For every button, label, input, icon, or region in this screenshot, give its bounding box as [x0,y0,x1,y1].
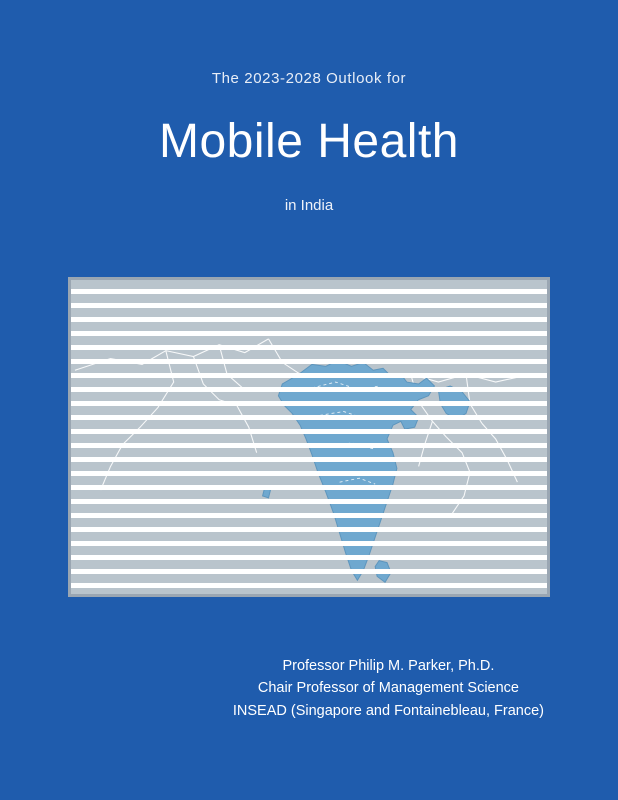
author-name: Professor Philip M. Parker, Ph.D. [282,657,495,674]
india-map-graphic [71,280,547,594]
title-block [0,70,618,214]
page-title: Mobile Health [159,115,459,168]
cover-subtitle-top: The 2023-2028 Outlook for [211,70,407,87]
author-position: Chair Professor of Management Science [257,680,519,697]
map-frame [68,277,550,597]
author-affiliation: INSEAD (Singapore and Fontainebleau, France) [232,702,544,719]
map-image [71,280,547,594]
cover-subtitle-region: in India [284,197,334,215]
author-block [233,655,544,722]
